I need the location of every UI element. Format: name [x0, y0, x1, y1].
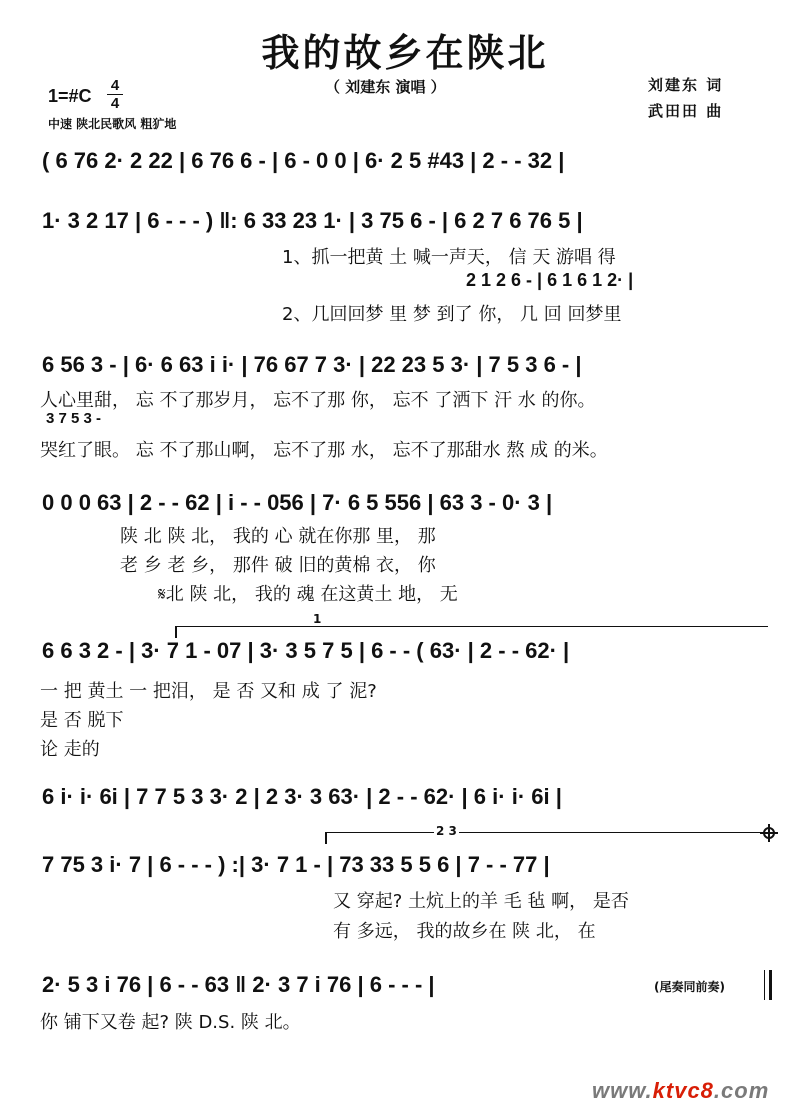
lyric-line7-a: 又 穿起? 土炕上的羊 毛 毡 啊， 是否 [333, 891, 629, 912]
score-line-4: 0 0 0 63 | 2 - - 62 | i - - 056 | 7· 6 5 556 | 63 3 - 0· 3 | [42, 490, 553, 515]
tempo-marking: 中速 陕北民歌风 粗犷地 [48, 117, 177, 131]
score-line-8: 2· 5 3 i 76 | 6 - - 63 ‖ 2· 3 7 i 76 | 6 - - - | [42, 972, 435, 997]
meter-bottom: 4 [110, 95, 120, 112]
score-line-3-alt: 3 7 5 3 - [46, 410, 102, 427]
lyric-line8: 你 铺下又卷 起? 陕 D.S. 陕 北。 [40, 1012, 301, 1033]
lyricist-credit: 刘建东 词 [648, 76, 724, 94]
volta-bracket-1 [175, 626, 768, 627]
volta-bracket-2-cap [325, 832, 339, 844]
volta-label-2: 2 3 [436, 824, 457, 838]
site-watermark [592, 1078, 769, 1104]
score-line-1: ( 6 76 2· 2 22 | 6 76 6 - | 6 - 0 0 | 6· 2 5 #43 | 2 - - 32 | [42, 148, 565, 173]
final-barline [764, 970, 772, 1000]
volta-bracket-1-cap [175, 626, 189, 638]
lyric-line5-a: 一 把 黄土 一 把泪， 是 否 又和 成 了 泥? [40, 681, 377, 702]
page-title: 我的故乡在陕北 [261, 31, 549, 75]
lyric-verse1-line1: 1、抓一把黄 土 喊一声天， 信 天 游唱 得 [282, 247, 616, 268]
key-note: #C [68, 86, 92, 106]
score-line-2: 1· 3 2 17 | 6 - - - ) ‖: 6 33 23 1· | 3 75 6 - | 6 2 7 6 76 5 | [42, 208, 583, 233]
lyric-line5-c: 论 走的 [40, 739, 100, 760]
score-line-6: 6 i· i· 6i | 7 7 5 3 3· 2 | 2 3· 3 63· | 2 - - 62· | 6 i· i· 6i | [42, 784, 562, 809]
lyric-verse2-line2: 哭红了眼。 忘 不了那山啊， 忘不了那 水， 忘不了那甜水 熬 成 的米。 [40, 440, 608, 461]
watermark-brand: ktvc8 [652, 1078, 714, 1103]
score-line-2-alt: 2 1 2 6 - | 6 1 6 1 2· | [466, 270, 634, 290]
time-signature [107, 78, 123, 111]
coda-icon [760, 824, 778, 842]
lyric-chorus-line2: 老 乡 老 乡， 那件 破 旧的黄棉 衣， 你 [120, 555, 436, 576]
lyric-chorus-line3: 𝄋北 陕 北， 我的 魂 在这黄土 地， 无 [158, 584, 458, 605]
composer-credit: 武田田 曲 [648, 102, 724, 120]
watermark-prefix: www. [592, 1078, 653, 1103]
volta-label-1: 1 [313, 612, 322, 626]
score-line-7: 7 75 3 i· 7 | 6 - - - ) :| 3· 7 1 - | 73 33 5 5 6 | 7 - - 77 | [42, 852, 550, 877]
key-label: 1= [48, 86, 69, 106]
key-signature [48, 86, 92, 107]
lyric-chorus-line1: 陕 北 陕 北， 我的 心 就在你那 里， 那 [120, 526, 436, 547]
ending-note: (尾奏同前奏) [654, 980, 725, 994]
volta-bracket-2 [325, 832, 768, 833]
lyric-verse1-line2: 人心里甜， 忘 不了那岁月， 忘不了那 你， 忘不 了洒下 汗 水 的你。 [40, 390, 596, 411]
score-line-5: 6 6 3 2 - | 3· 7 1 - 07 | 3· 3 5 7 5 | 6 - - ( 63· | 2 - - 62· | [42, 638, 570, 663]
lyric-line5-b: 是 否 脱下 [40, 710, 124, 731]
singer-credit: （ 刘建东 演唱 ） [325, 78, 446, 96]
watermark-suffix: .com [713, 1078, 770, 1103]
meter-top: 4 [110, 77, 120, 94]
lyric-line7-b: 有 多远， 我的故乡在 陕 北， 在 [333, 921, 596, 942]
lyric-verse2-line1: 2、几回回梦 里 梦 到了 你， 几 回 回梦里 [282, 304, 622, 325]
score-line-3: 6 56 3 - | 6· 6 63 i i· | 76 67 7 3· | 22 23 5 3· | 7 5 3 6 - | [42, 352, 582, 377]
